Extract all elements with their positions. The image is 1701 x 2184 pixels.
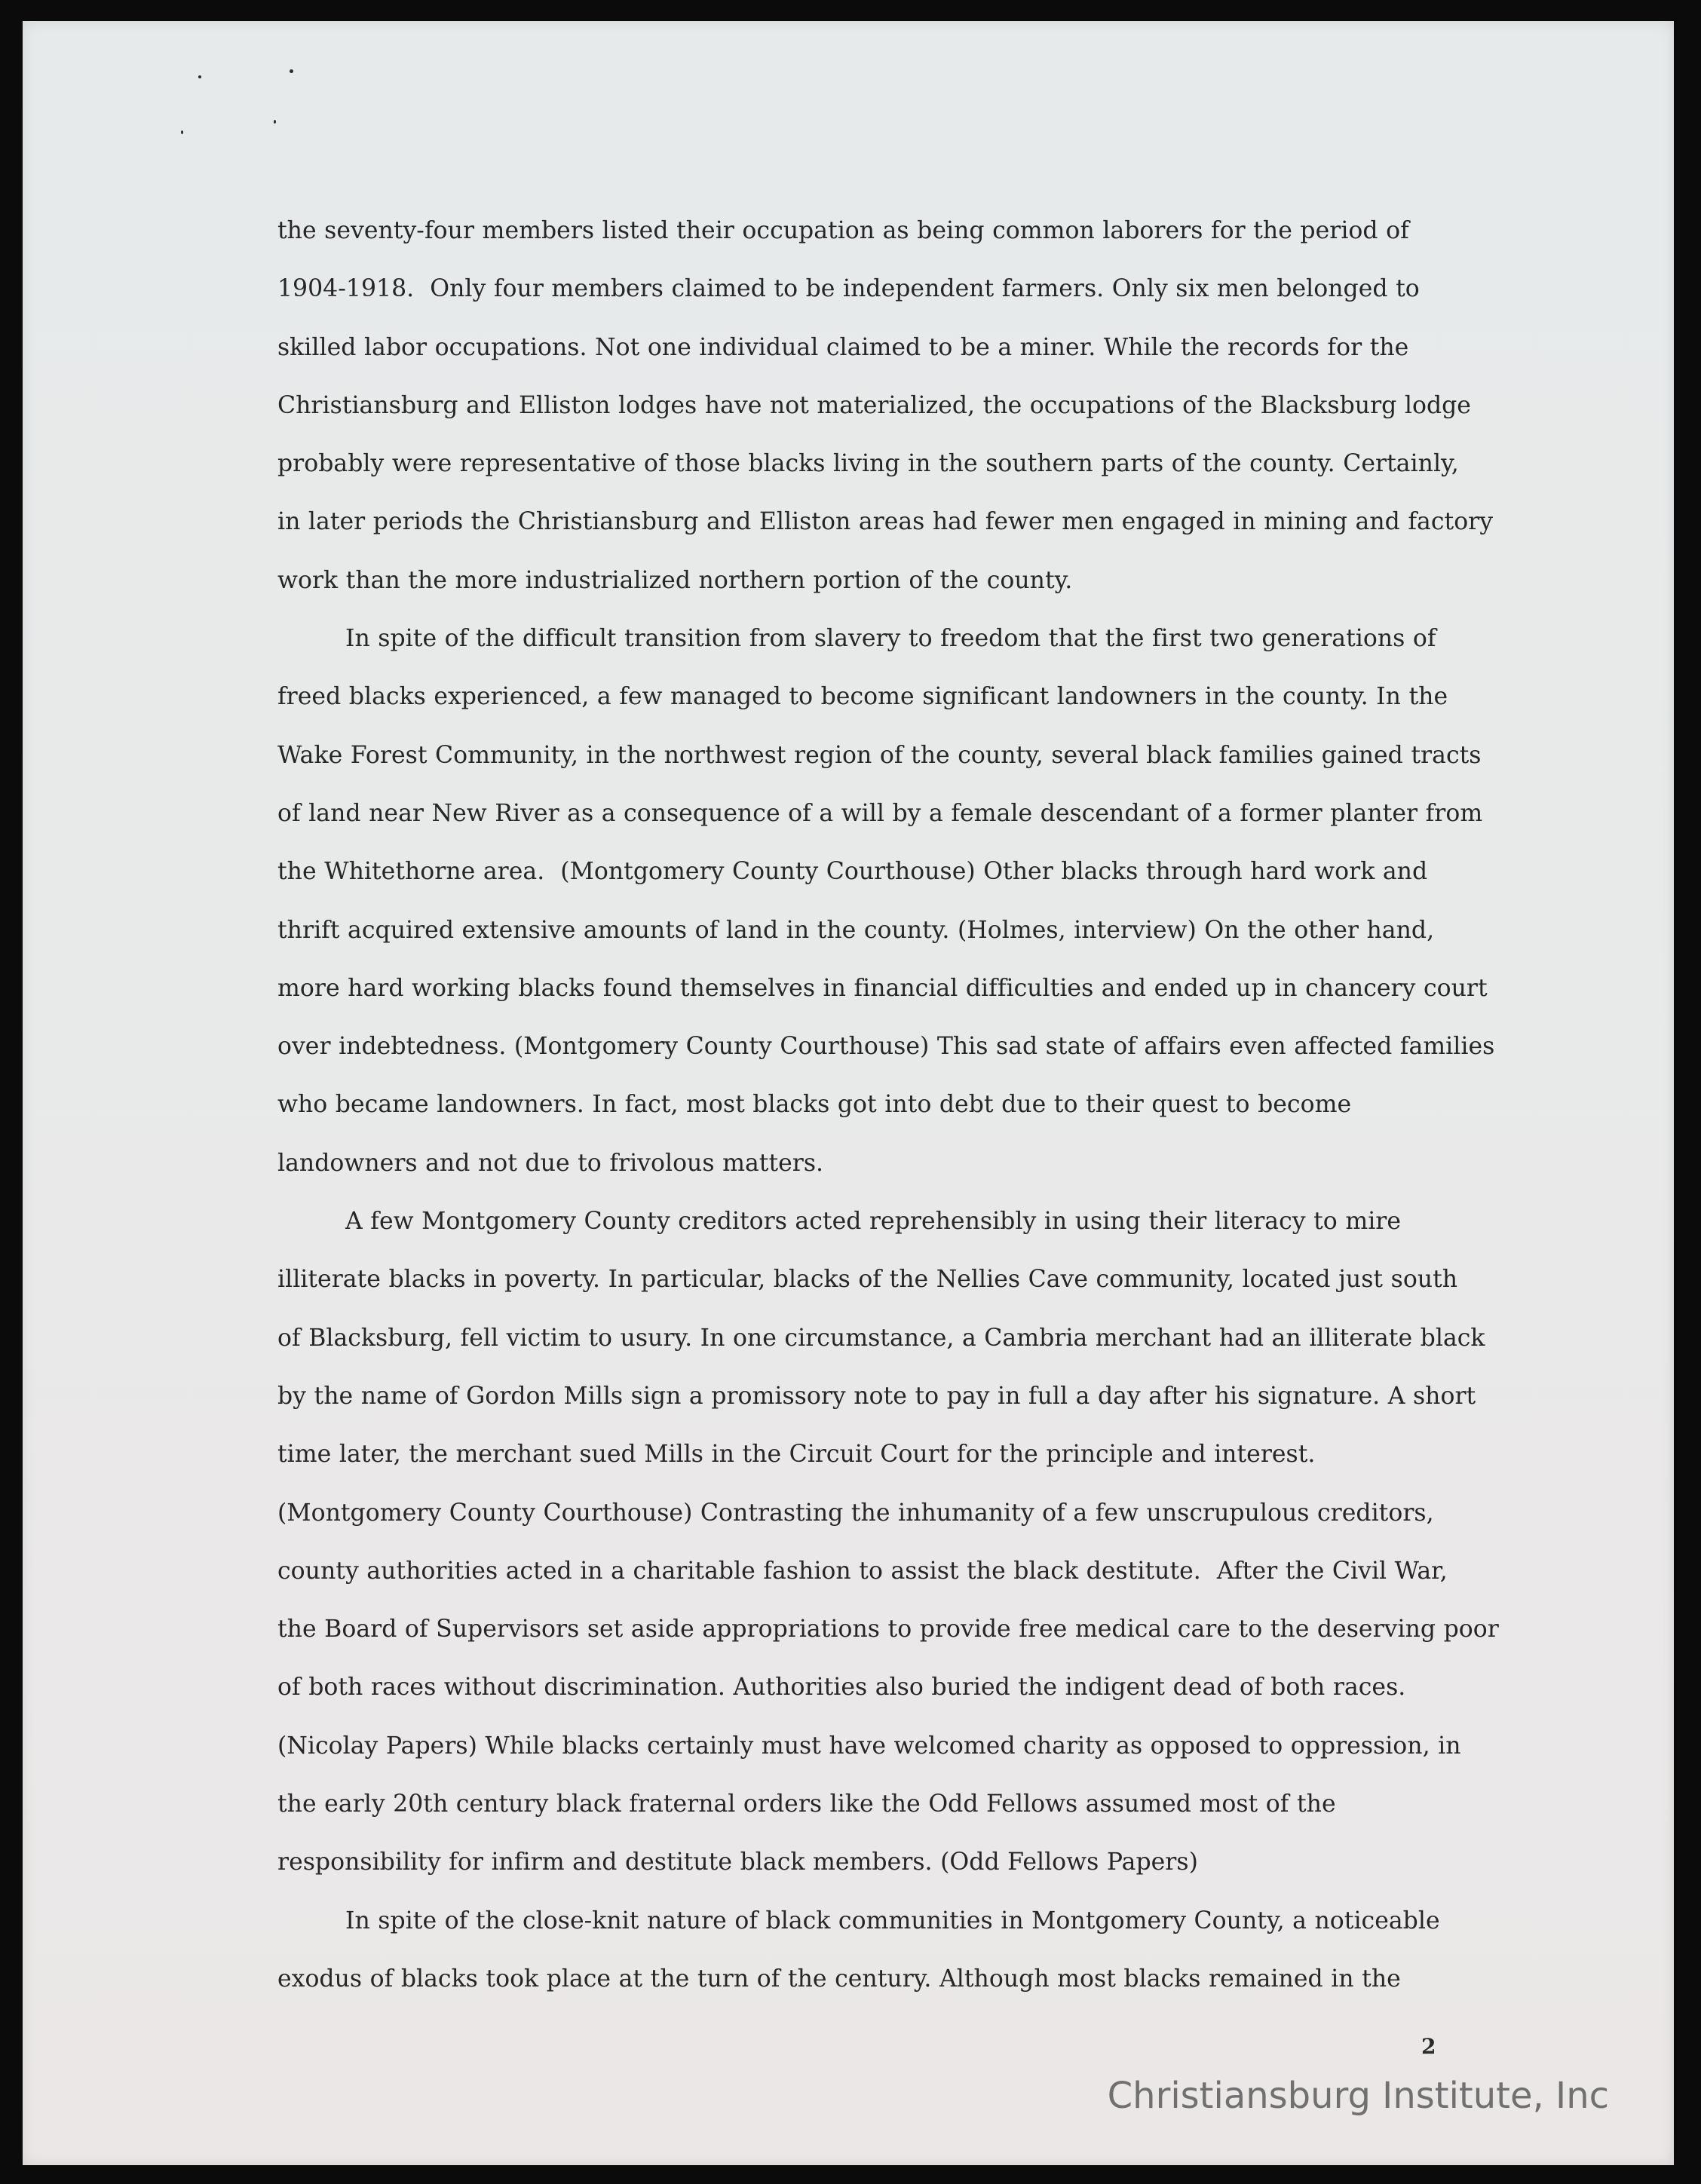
body-text	[277, 202, 1499, 2008]
page-number: 2	[1421, 2034, 1436, 2059]
text-line: the seventy-four members listed their occupation as being common laborers for the period of	[277, 217, 1409, 244]
text-line: (Nicolay Papers) While blacks certainly must have welcomed charity as opposed to oppression, in	[277, 1732, 1461, 1760]
text-line: probably were representative of those blacks living in the southern parts of the county. Certainly,	[277, 450, 1459, 478]
paragraph-start-line: In spite of the close-knit nature of black communities in Montgomery County, a noticeable	[345, 1907, 1440, 1934]
paragraph-start-line: A few Montgomery County creditors acted reprehensibly in using their literacy to mire	[345, 1208, 1402, 1236]
text-line: more hard working blacks found themselves in financial difficulties and ended up in chancery court	[277, 974, 1488, 1002]
text-line: of both races without discrimination. Authorities also buried the indigent dead of both races.	[277, 1674, 1406, 1702]
watermark: Christiansburg Institute, Inc	[1107, 2075, 1609, 2117]
text-line: responsibility for infirm and destitute black members. (Odd Fellows Papers)	[277, 1849, 1198, 1876]
text-line: 1904-1918. Only four members claimed to be independent farmers. Only six men belonged to	[277, 275, 1420, 303]
text-line: in later periods the Christiansburg and Elliston areas had fewer men engaged in mining and factory	[277, 508, 1494, 536]
text-line: the Board of Supervisors set aside appropriations to provide free medical care to the deserving poor	[277, 1616, 1499, 1643]
text-line: over indebtedness. (Montgomery County Courthouse) This sad state of affairs even affected families	[277, 1033, 1495, 1061]
text-line: of Blacksburg, fell victim to usury. In one circumstance, a Cambria merchant had an illiterate black	[277, 1324, 1485, 1352]
paragraph-start-line: In spite of the difficult transition from slavery to freedom that the first two generations of	[345, 625, 1436, 653]
text-line: county authorities acted in a charitable fashion to assist the black destitute. After the Civil War,	[277, 1557, 1448, 1585]
text-line: time later, the merchant sued Mills in the Circuit Court for the principle and interest.	[277, 1441, 1316, 1469]
paper-page	[23, 21, 1674, 2165]
text-line: illiterate blacks in poverty. In particular, blacks of the Nellies Cave community, located just south	[277, 1266, 1458, 1294]
text-line: by the name of Gordon Mills sign a promissory note to pay in full a day after his signature. A short	[277, 1382, 1476, 1410]
text-line: Christiansburg and Elliston lodges have not materialized, the occupations of the Blacksburg lodge	[277, 391, 1471, 419]
text-line: skilled labor occupations. Not one individual claimed to be a miner. While the records for the	[277, 333, 1409, 361]
text-line: who became landowners. In fact, most blacks got into debt due to their quest to become	[277, 1091, 1352, 1119]
text-line: Wake Forest Community, in the northwest region of the county, several black families gained tracts	[277, 741, 1482, 769]
text-line: the Whitethorne area. (Montgomery County Courthouse) Other blacks through hard work and	[277, 858, 1428, 886]
text-line: (Montgomery County Courthouse) Contrasting the inhumanity of a few unscrupulous creditors,	[277, 1499, 1434, 1527]
dust-speck	[181, 130, 183, 134]
text-line: work than the more industrialized northern portion of the county.	[277, 566, 1073, 594]
dust-speck	[290, 69, 293, 73]
text-line: thrift acquired extensive amounts of land in the county. (Holmes, interview) On the other hand,	[277, 916, 1435, 944]
text-line: of land near New River as a consequence of a will by a female descendant of a former planter from	[277, 799, 1483, 827]
dust-speck	[274, 120, 276, 124]
text-line: exodus of blacks took place at the turn of the century. Although most blacks remained in the	[277, 1965, 1401, 1993]
text-line: landowners and not due to frivolous matters.	[277, 1149, 824, 1177]
dust-speck	[198, 75, 201, 78]
text-line: freed blacks experienced, a few managed to become significant landowners in the county. In the	[277, 683, 1448, 711]
text-line: the early 20th century black fraternal orders like the Odd Fellows assumed most of the	[277, 1790, 1336, 1818]
